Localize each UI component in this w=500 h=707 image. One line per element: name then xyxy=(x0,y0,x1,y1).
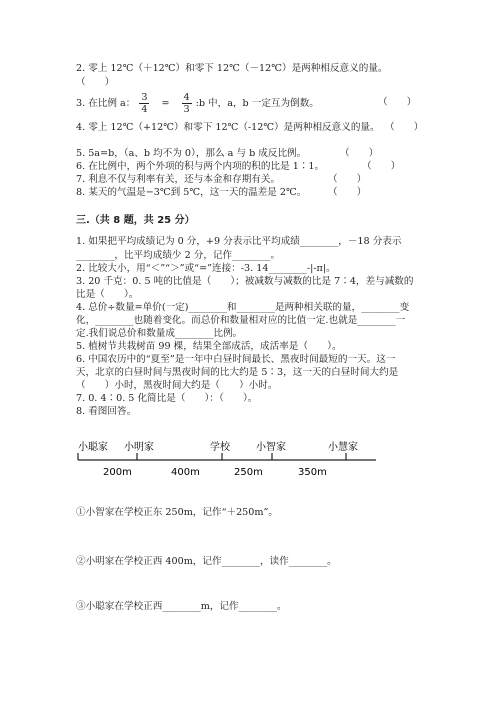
f6-line-3: （ ）小时，黑夜时间大约是（ ）小时。 xyxy=(76,380,278,391)
section-3-title: 三.（共 8 题，共 25 分） xyxy=(76,215,195,226)
f2-text: 2. 比较大小，用“＜”“＞”或“=”连接：-3. 14________-|-π|。 xyxy=(76,263,336,274)
subq-2: ②小明家在学校正西 400m，记作________，读作________。 xyxy=(76,556,337,567)
distance-1: 200m xyxy=(103,467,132,478)
q7-text: 7. 利息不仅与利率有关，还与本金和存期有关。 xyxy=(76,174,281,185)
q2-answer-paren[interactable]: （ ） xyxy=(76,77,115,88)
q3-equals: = xyxy=(161,98,170,109)
q3-suffix: :b 中，a，b 一定互为倒数。 xyxy=(195,98,319,109)
q8-answer-paren[interactable]: （ ） xyxy=(328,187,367,198)
f4-line-1: 4. 总价÷数量=单价(一定)________和________是两种相关联的量，________变 xyxy=(76,302,410,313)
subq-1: ①小智家在学校正东 250m，记作“＋250m”。 xyxy=(76,507,278,518)
label-xiaocong: 小聪家 xyxy=(78,442,108,453)
distance-4: 350m xyxy=(298,467,327,478)
q7-answer-paren[interactable]: （ ） xyxy=(328,174,367,185)
q8-text: 8. 某天的气温是−3℃到 5℃，这一天的温差是 2℃。 xyxy=(76,187,307,198)
label-xiaozhi: 小智家 xyxy=(256,442,286,453)
q5-text: 5. 5a=b，（a、b 均不为 0），那么 a 与 b 成反比例。 xyxy=(76,148,307,159)
q6-answer-paren[interactable]: （ ） xyxy=(362,161,401,172)
f6-line-2: 天，北京的白昼时间与黑夜时间的比大约是 5∶3，这一天的白昼时间大约是 xyxy=(76,367,399,378)
subq-3: ③小聪家在学校正西________m，记作________。 xyxy=(76,601,287,612)
q3-answer-paren[interactable]: （ ） xyxy=(378,97,417,108)
label-xiaoming: 小明家 xyxy=(124,442,154,453)
f6-line-1: 6. 中国农历中的“夏至”是一年中白昼时间最长、黑夜时间最短的一天。这一 xyxy=(76,354,396,365)
q6-text: 6. 在比例中，两个外项的积与两个内项的积的比是 1∶1。 xyxy=(76,161,325,172)
distance-3: 250m xyxy=(234,467,263,478)
f1-line-2: ________，比平均成绩少 2 分，记作________。 xyxy=(76,250,281,261)
q4-text: 4. 零上 12℃（+12℃）和零下 12℃（-12℃）是两种相反意义的量。 xyxy=(76,122,380,133)
label-school: 学校 xyxy=(210,442,230,453)
q5-answer-paren[interactable]: （ ） xyxy=(340,148,379,159)
f8-text: 8. 看图回答。 xyxy=(76,406,137,417)
q3-fraction-2: $\frac{4}{3}$ xyxy=(183,92,190,115)
f4-line-3: 定.我们说总价和数量成________比例。 xyxy=(76,328,243,339)
q4-answer-paren[interactable]: （ ） xyxy=(385,122,424,133)
f3-line-1: 3. 20 千克：0. 5 吨的比值是（ ）；被减数与减数的比是 7∶4，差与减数的 xyxy=(76,276,414,287)
distance-diagram xyxy=(0,440,500,500)
q3-prefix: 3. 在比例 a： xyxy=(76,98,136,109)
f4-line-2: 化，________也随着变化。而总价和数量相对应的比值一定.也就是________一 xyxy=(76,315,406,326)
f1-line-1: 1. 如果把平均成绩记为 0 分，+9 分表示比平均成绩________，－18 分表示 xyxy=(76,236,402,247)
f5-text: 5. 植树节共栽树苗 99 棵，结果全部成活，成活率是（ ）。 xyxy=(76,341,342,352)
label-xiaohui: 小慧家 xyxy=(328,442,358,453)
f3-line-2: 比是（ ）。 xyxy=(76,289,139,300)
distance-2: 400m xyxy=(171,467,200,478)
q2-text: 2. 零上 12℃（＋12℃）和零下 12℃（－12℃）是两种相反意义的量。 xyxy=(76,63,388,74)
q3-fraction-1: $\frac{3}{4}$ xyxy=(141,92,148,115)
q3-line xyxy=(76,92,319,115)
f7-text: 7. 0. 4∶0. 5 化简比是（ ）：（ ）。 xyxy=(76,393,258,404)
